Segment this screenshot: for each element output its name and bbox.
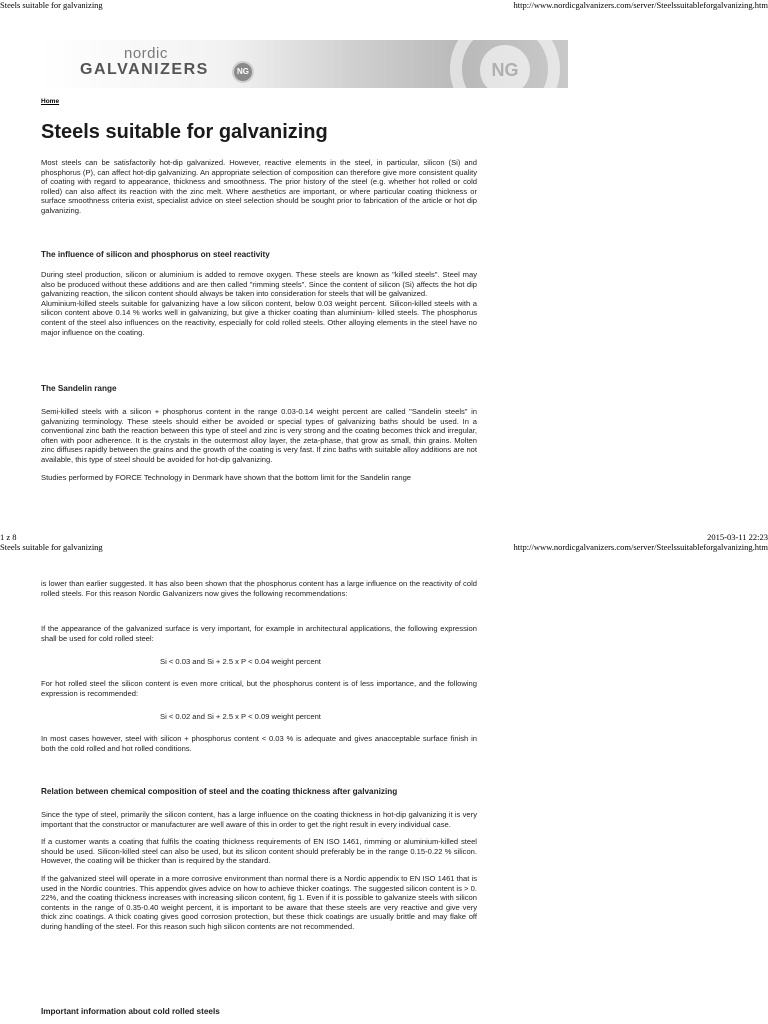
sandelin-section (41, 407, 477, 487)
page2-header-title: Steels suitable for galvanizing (0, 542, 103, 552)
page-number: 1 z 8 (0, 532, 17, 542)
page-title: Steels suitable for galvanizing (41, 121, 328, 143)
ng-watermark-icon: NG (480, 45, 530, 88)
most-cases-text: In most cases however, steel with silicon + phosphorus content < 0.03 % is adequate and gives anacceptable surface finish in both the cold rolled and hot rolled conditions. (41, 734, 477, 753)
heading-cold-rolled: Important information about cold rolled steels (41, 1007, 220, 1016)
relation-section (41, 810, 477, 937)
page2-header-url: http://www.nordicgalvanizers.com/server/Steelssuitableforgalvanizing.htm (513, 542, 768, 552)
page1-header-title: Steels suitable for galvanizing (0, 0, 103, 10)
brand-nordic: nordic (124, 45, 168, 62)
si-p-paragraph-2: Aluminium-killed steels suitable for galvanizing have a low silicon content, below 0.03 weight percent. Silicon-killed steels with a silicon content above 0.14 % works well in galvanizing, but give a thicker coating than aluminium- killed steels. The phosphorus content of the steel also influences on the reactivity, especially for cold rolled steels. Other alloying elements in the steel have no major influence on the coating. (41, 298, 477, 337)
sandelin-paragraph-1: Semi-killed steels with a silicon + phosphorus content in the range 0.03-0.14 weight percent are called "Sandelin steels" in galvanizing terminology. These steels should either be avoided or special types of galvanizing baths should be used. In a conventional zinc bath the reaction between this type of steel and zinc is very strong and the coating becomes thick and irregular, often with poor adherence. It is the crystals in the outermost alloy layer, the zeta-phase, that grow as small, thin grains. Molten zinc diffuses rapidly between the grains and the growth of the coating is very fast. If zinc baths with suitable alloy additions are not available, this type of steel should be avoided for hot-dip galvanizing. (41, 407, 477, 464)
home-link[interactable]: Home (41, 98, 60, 105)
print-timestamp: 2015-03-11 22:23 (707, 532, 768, 542)
most-cases-paragraph (41, 734, 477, 758)
ng-logo-icon: NG (232, 61, 254, 83)
si-p-paragraph-1: During steel production, silicon or aluminium is added to remove oxygen. These steels are known as "killed steels". Steel may also be produced without these additions and are then called "rimming steels". Since the content of silicon (Si) affects the hot dip galvanizing reaction, the silicon content should always be taken into consideration for steels that will be galvanized. (41, 270, 477, 299)
page2-header (0, 542, 768, 554)
heading-sandelin: The Sandelin range (41, 384, 117, 393)
intro-paragraph (41, 158, 477, 221)
formula-cold-rolled: Si < 0.03 and Si + 2.5 x P < 0.04 weight percent (160, 657, 321, 666)
page1-header (0, 0, 768, 12)
hot-rolled-paragraph (41, 679, 477, 703)
continued-text: is lower than earlier suggested. It has also been shown that the phosphorus content has a large influence on the reactivity of cold rolled steels. For this reason Nordic Galvanizers now gives the following recommendations: (41, 579, 477, 598)
heading-relation: Relation between chemical composition of steel and the coating thickness after galvanizing (41, 787, 398, 796)
relation-paragraph-3: If the galvanized steel will operate in a more corrosive environment than normal there is a Nordic appendix to EN ISO 1461 that is used in the Nordic countries. This appendix gives advice on how to achieve thicker coatings. The suggested silicon content is > 0. 22%, and the coating thickness increases with increasing silicon content, fig 1. Even if it is possible to galvanize steels with silicon contents in the range of 0.35-0.40 weight percent, it is important to be aware that these steels are very reactive and give very thick zinc coatings. A thick coating gives good corrosion protection, but these thick coatings are usually brittle and may flake off during handling of the steel. For this reason such high silicon contents are not recommended. (41, 873, 477, 931)
heading-si-p: The influence of silicon and phosphorus on steel reactivity (41, 250, 270, 259)
si-p-section (41, 270, 477, 342)
sandelin-paragraph-2: Studies performed by FORCE Technology in Denmark have shown that the bottom limit for the Sandelin range (41, 472, 412, 482)
appearance-paragraph (41, 624, 477, 648)
relation-paragraph-1: Since the type of steel, primarily the silicon content, has a large influence on the coating thickness in hot-dip galvanizing it is very important that the constructor or manufacturer are well aware of this in order to get the right result in every individual case. (41, 810, 477, 829)
appearance-text: If the appearance of the galvanized surface is very important, for example in architectural applications, the following expression shall be used for cold rolled steel: (41, 624, 477, 643)
brand-galvanizers: GALVANIZERS (80, 61, 209, 78)
formula-hot-rolled: Si < 0.02 and Si + 2.5 x P < 0.09 weight percent (160, 712, 321, 721)
hot-rolled-text: For hot rolled steel the silicon content is even more critical, but the phosphorus content is of less importance, and the following expression is recommended: (41, 679, 477, 698)
page1-header-url: http://www.nordicgalvanizers.com/server/Steelssuitableforgalvanizing.htm (513, 0, 768, 10)
site-banner[interactable] (40, 40, 568, 88)
continued-paragraph (41, 579, 477, 603)
intro-text: Most steels can be satisfactorily hot-dip galvanized. However, reactive elements in the steel, in particular, silicon (Si) and phosphorus (P), can affect hot-dip galvanizing. An appropriate selection of composition can therefore give more consistent quality of coating with regard to appearance, thickness and smoothness. The prior history of the steel (e.g. whether hot rolled or cold rolled) can also affect its reaction with the zinc melt. Where aesthetics are important, or where particular coating thickness or surface smoothness criteria exist, specialist advice on steel selection should be sought prior to fabrication of the article or hot dip galvanizing. (41, 158, 477, 215)
relation-paragraph-2: If a customer wants a coating that fulfils the coating thickness requirements of EN ISO 1461, rimming or aluminium-killed steel should be used. Silicon-killed steel can also be used, but its silicon content should preferably be in the range 0.15-0.22 % silicon. However, the coating will be thicker than is required by the standard. (41, 837, 477, 866)
